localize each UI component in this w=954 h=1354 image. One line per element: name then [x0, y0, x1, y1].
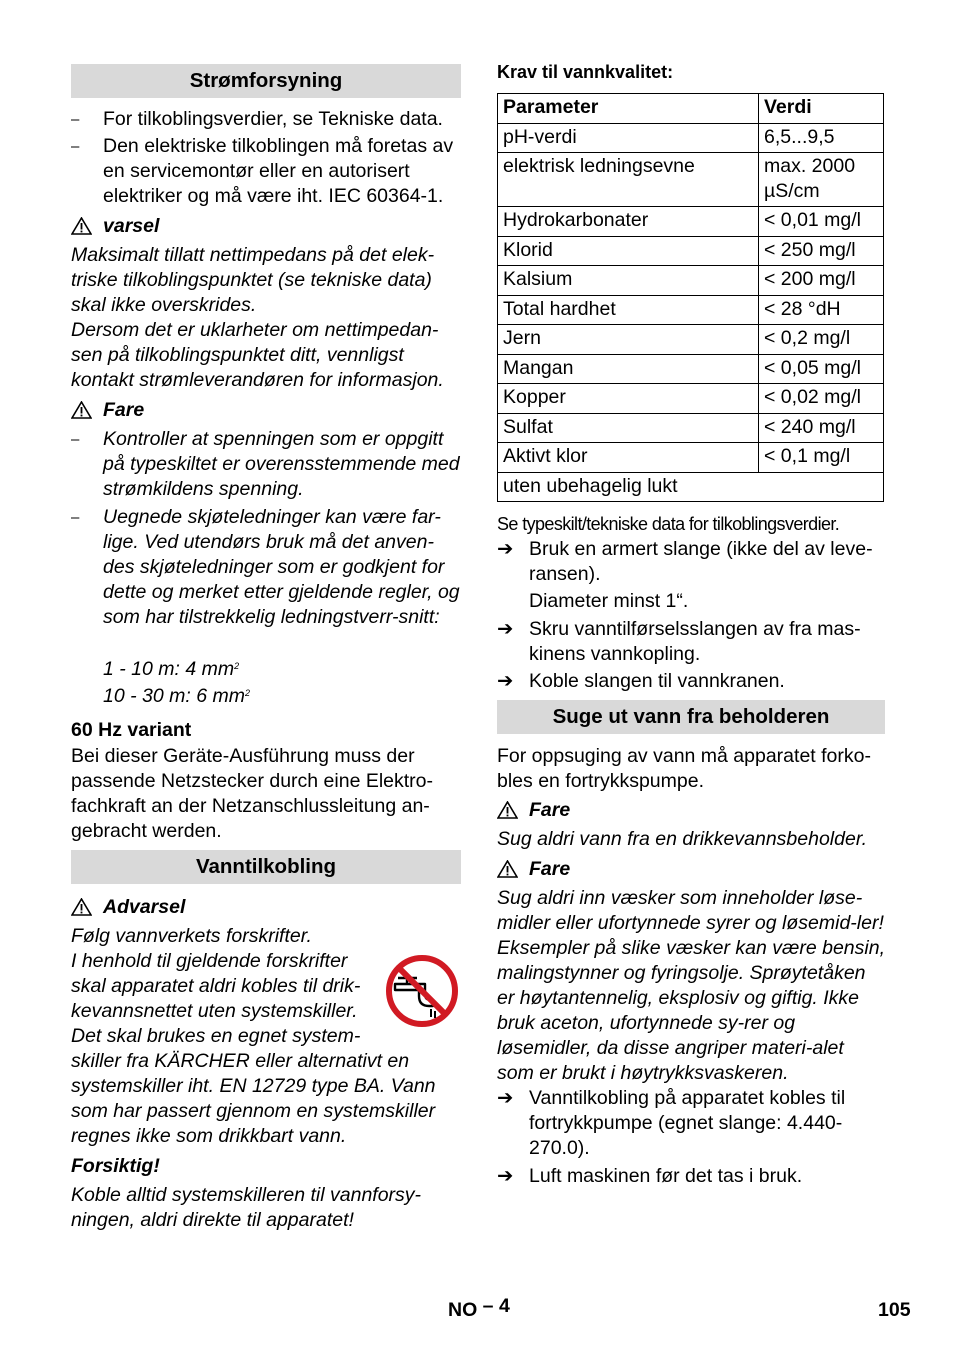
table-row [498, 207, 884, 237]
warning-triangle-icon [71, 401, 92, 419]
table-cell: Kopper [498, 384, 759, 414]
paragraph: For oppsuging av vann må apparatet forko-bles en fortrykkspumpe. [497, 745, 871, 792]
table-row [498, 236, 884, 266]
dash-marker: – [71, 431, 80, 448]
table-row [498, 325, 884, 355]
table-cell: < 0,1 mg/l [759, 443, 884, 473]
table-cell: < 0,01 mg/l [759, 207, 884, 237]
list-item: – Uegnede skjøteledninger kan være far-lige. Ved utendørs bruk må det anven-des skjøteledninger som er godkjent for dette og merket etter gjeldende regler, og som har tilstrekkelig ledningstverr-snitt: [71, 506, 460, 628]
table-cell: Klorid [498, 236, 759, 266]
table-row [498, 266, 884, 296]
section-heading-suction: Suge ut vann fra beholderen [497, 700, 885, 734]
warning-triangle-icon [497, 801, 518, 819]
list-item: – For tilkoblingsverdier, se Tekniske data. [71, 108, 443, 130]
water-warning-line: som har passert gjennom en systemskiller [71, 1100, 436, 1122]
section-heading-power: Strømforsyning [71, 64, 461, 98]
footer-lang: NO – 4 [448, 1295, 510, 1321]
table-row [498, 384, 884, 414]
water-warning-line: skal apparatet aldri kobles til drik- [71, 975, 361, 997]
table-cell: Sulfat [498, 413, 759, 443]
step-item: ➔ Koble slangen til vannkranen. [497, 670, 785, 692]
diameter-note: Diameter minst 1“. [529, 590, 689, 612]
advarsel-label: Advarsel [71, 895, 461, 920]
table-cell: Jern [498, 325, 759, 355]
table-cell: Mangan [498, 354, 759, 384]
table-cell: < 0,02 mg/l [759, 384, 884, 414]
warning-triangle-icon [497, 860, 518, 878]
table-row [498, 295, 884, 325]
table-row [498, 354, 884, 384]
arrow-icon: ➔ [497, 618, 514, 640]
table-cell: Kalsium [498, 266, 759, 296]
table-row [498, 472, 884, 502]
warning-triangle-icon [71, 217, 92, 235]
cable-spec: 10 - 30 m: 6 $mm^2$ [103, 685, 250, 707]
step-item: ➔ Skru vanntilførselsslangen av fra mas-kinens vannkopling. [497, 618, 861, 665]
dash-marker: – [71, 509, 80, 526]
table-cell: < 250 mg/l [759, 236, 884, 266]
table-cell: Total hardhet [498, 295, 759, 325]
danger-label: Fare [71, 398, 461, 423]
water-warning-line: skiller fra KÄRCHER eller alternativt en [71, 1050, 410, 1072]
water-warning-line: kevannsnettet uten systemskiller. [71, 1000, 358, 1022]
dash-marker: – [71, 138, 80, 155]
table-header: Parameter [498, 94, 759, 124]
water-warning-line: Det skal brukes en egnet system- [71, 1025, 361, 1047]
list-item: – Kontroller at spenningen som er oppgitt på typeskiltet er overensstemmende med strømkildens spenning. [71, 428, 460, 500]
dash-marker: – [71, 111, 80, 128]
table-cell: 6,5...9,5 [759, 123, 884, 153]
arrow-icon: ➔ [497, 1165, 514, 1187]
table-cell: < 200 mg/l [759, 266, 884, 296]
danger-label: Fare [497, 857, 885, 882]
water-warning-line: I henhold til gjeldende forskrifter [71, 950, 348, 972]
quality-title: Krav til vannkvalitet: [497, 62, 674, 82]
table-row [498, 443, 884, 473]
table-cell: max. 2000 µS/cm [759, 153, 884, 207]
page-number: 105 [878, 1299, 911, 1321]
cable-spec: 1 - 10 m: 4 $mm^2$ [103, 658, 240, 680]
table-header-row [498, 94, 884, 124]
water-warning-line: Følg vannverkets forskrifter. [71, 925, 312, 947]
see-note: Se typeskilt/tekniske data for tilkoblingsverdier. [497, 514, 840, 534]
warning-text: Dersom det er uklarheter om nettimpedan-sen på tilkoblingspunktet ditt, vennligst kontakt strømleverandøren for informasjon. [71, 319, 444, 391]
danger-label: Fare [497, 798, 885, 823]
table-cell: < 28 °dH [759, 295, 884, 325]
step-item: ➔ Vanntilkobling på apparatet kobles til fortrykkpumpe (egnet slange: 4.440-270.0). [497, 1087, 846, 1159]
danger-text: Sug aldri inn væsker som inneholder løse-midler eller ufortynnede syrer og løsemid-ler! Eksempler på slike væsker kan være bensin, malingstynner og fyringsolje. Sprøytetåken er høytantennelig, eksplosiv og giftig. Ikke bruk aceton, ufortynnede sy-rer og løsemidler, da disse angriper materi-alet som er brukt i høytrykksvaskeren. [497, 887, 885, 1084]
arrow-icon: ➔ [497, 1087, 514, 1109]
paragraph: Bei dieser Geräte-Ausführung muss der passende Netzstecker durch eine Elektro-fachkraft an der Netzanschlussleitung an-gebracht werden. [71, 745, 434, 842]
warning-text: Maksimalt tillatt nettimpedans på det elek-triske tilkoblingspunktet (se tekniske data) skal ikke overskrides. [71, 244, 435, 316]
danger-text: Sug aldri vann fra en drikkevannsbeholder. [497, 828, 868, 850]
table-cell: elektrisk ledningsevne [498, 153, 759, 207]
table-cell: Hydrokarbonater [498, 207, 759, 237]
caution-text: Koble alltid systemskilleren til vannforsy-ningen, aldri direkte til apparatet! [71, 1184, 422, 1231]
table-cell: < 0,2 mg/l [759, 325, 884, 355]
subheading-60hz: 60 Hz variant [71, 719, 192, 741]
step-item: ➔ Luft maskinen før det tas i bruk. [497, 1165, 803, 1187]
table-row [498, 123, 884, 153]
step-item: ➔ Bruk en armert slange (ikke del av leve-ransen). [497, 538, 873, 585]
table-cell: < 240 mg/l [759, 413, 884, 443]
no-drinking-water-connection-icon [385, 954, 459, 1028]
arrow-icon: ➔ [497, 538, 514, 560]
table-row [498, 413, 884, 443]
table-cell: Aktivt klor [498, 443, 759, 473]
warning-triangle-icon [71, 898, 92, 916]
water-quality-table [497, 93, 884, 502]
water-warning-line: systemskiller iht. EN 12729 type BA. Vann [71, 1075, 436, 1097]
warning-label: varsel [71, 214, 461, 239]
table-cell: uten ubehagelig lukt [498, 472, 884, 502]
table-row [498, 153, 884, 207]
table-cell: < 0,05 mg/l [759, 354, 884, 384]
table-cell: pH-verdi [498, 123, 759, 153]
water-warning-line: regnes ikke som drikkbart vann. [71, 1125, 347, 1147]
table-header: Verdi [759, 94, 884, 124]
list-item: – Den elektriske tilkoblingen må foretas av en servicemontør eller en autorisert elektriker og må være iht. IEC 60364-1. [71, 135, 454, 207]
arrow-icon: ➔ [497, 670, 514, 692]
section-heading-water: Vanntilkobling [71, 850, 461, 884]
caution-label: Forsiktig! [71, 1155, 160, 1177]
